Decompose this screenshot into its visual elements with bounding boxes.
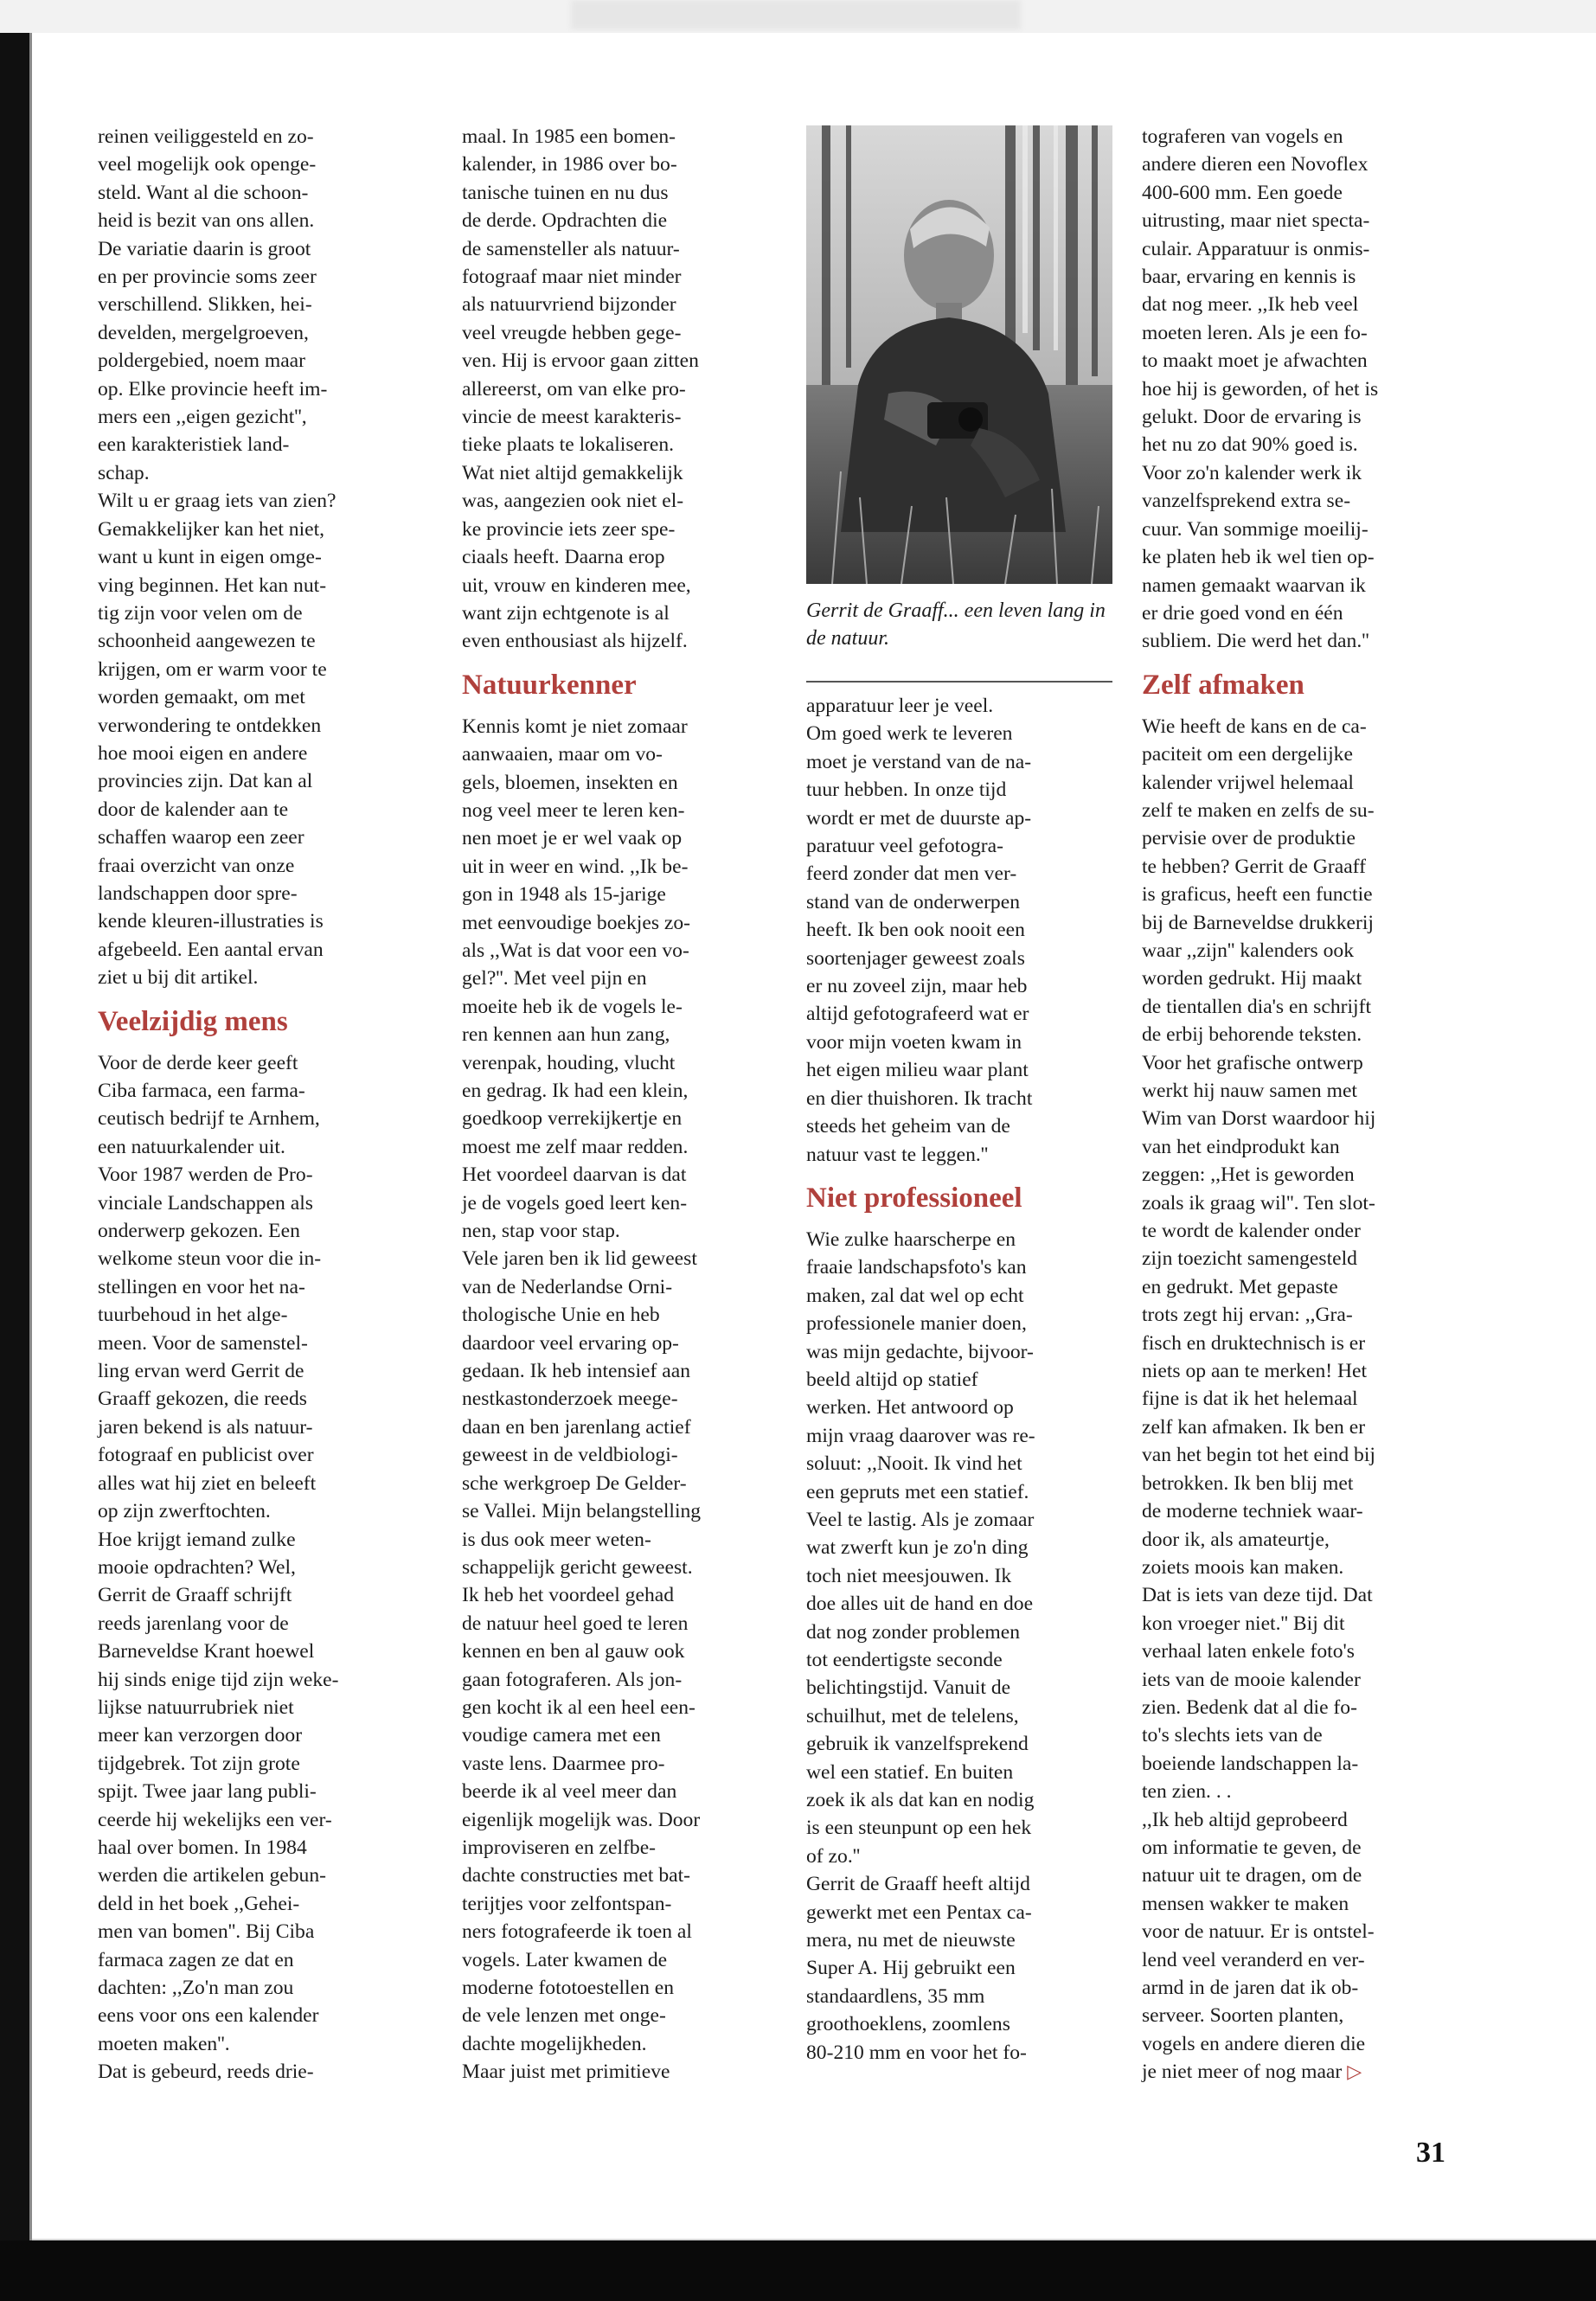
text-line: Wie zulke haarscherpe en: [806, 1227, 1016, 1251]
text-line: moeten leren. Als je een fo-: [1142, 321, 1368, 344]
text-line: veel mogelijk ook openge-: [98, 153, 317, 176]
text-line: nen, stap voor stap.: [462, 1220, 620, 1243]
text-line: is een steunpunt op een hek: [806, 1817, 1032, 1840]
text-line: Voor het grafische ontwerp: [1142, 1051, 1363, 1074]
text-line: de samensteller als natuur-: [462, 237, 680, 260]
text-line: jaren bekend is als natuur-: [98, 1415, 313, 1439]
text-line: je de vogels goed leert ken-: [462, 1191, 688, 1215]
text-line: farmaca zagen ze dat en: [98, 1948, 294, 1971]
text-line: allereerst, om van elke pro-: [462, 377, 686, 401]
text-line: tograferen van vogels en: [1142, 125, 1343, 148]
text-line: natuur uit te dragen, om de: [1142, 1864, 1362, 1888]
text-line: als ,,Wat is dat voor een vo-: [462, 939, 689, 962]
text-line: Graaff gekozen, die reeds: [98, 1388, 307, 1411]
text-line: zelf kan afmaken. Ik ben er: [1142, 1415, 1366, 1439]
text-line: improviseren en zelfbe-: [462, 1836, 657, 1859]
article-column-1: [98, 123, 405, 2086]
text-line: groothoeklens, zoomlens: [806, 2013, 1010, 2036]
text-line: iets van de mooie kalender: [1142, 1668, 1361, 1691]
heading-niet-professioneel: Niet professioneel: [806, 1182, 1022, 1214]
text-line: Ciba farmaca, een farma-: [98, 1080, 305, 1102]
text-line: Hoe krijgt iemand zulke: [98, 1528, 296, 1551]
text-line: de tientallen dia's en schrijft: [1142, 995, 1372, 1018]
text-line: armd in de jaren dat ik ob-: [1142, 1977, 1359, 1999]
text-line: ziet u bij dit artikel.: [98, 966, 259, 990]
text-line: tuur hebben. In onze tijd: [806, 779, 1007, 802]
text-line: als natuurvriend bijzonder: [462, 293, 676, 317]
heading-natuurkenner: Natuurkenner: [462, 669, 637, 701]
heading-zelf-afmaken: Zelf afmaken: [1142, 669, 1304, 701]
text-line: zijn toezicht samengesteld: [1142, 1247, 1357, 1271]
text-line: een gepruts met een statief.: [806, 1480, 1029, 1503]
text-line: fotograaf maar niet minder: [462, 266, 682, 289]
text-line: gon in 1948 als 15-jarige: [462, 883, 666, 907]
text-line: tanische tuinen en nu dus: [462, 181, 669, 204]
text-line: gewerkt met een Pentax ca-: [806, 1900, 1032, 1924]
text-line: dachte constructies met bat-: [462, 1864, 691, 1888]
text-line: Vele jaren ben ik lid geweest: [462, 1247, 697, 1271]
col1-paragraph: [98, 123, 405, 992]
text-line: fisch en druktechnisch is er: [1142, 1331, 1366, 1355]
text-line: zoals ik graag wil''. Ten slot-: [1142, 1191, 1375, 1215]
text-line: Gerrit de Graaff heeft altijd: [806, 1873, 1030, 1896]
heading-veelzijdig-mens: Veelzijdig mens: [98, 1005, 288, 1037]
text-line: kalender vrijwel helemaal: [1142, 771, 1354, 794]
text-line: ciaals heeft. Daarna erop: [462, 546, 665, 569]
text-line: toch niet meesjouwen. Ik: [806, 1564, 1012, 1587]
text-line: met eenvoudige boekjes zo-: [462, 911, 691, 934]
text-line: even enthousiast als hijzelf.: [462, 630, 688, 653]
text-line: natuur vast te leggen.'': [806, 1143, 989, 1166]
text-line: Wilt u er graag iets van zien?: [98, 490, 337, 513]
text-line: gels, bloemen, insekten en: [462, 771, 678, 794]
text-line: vogels. Later kwamen de: [462, 1948, 668, 1971]
text-line: de erbij behorende teksten.: [1142, 1023, 1362, 1047]
text-line: goedkoop verrekijkertje en: [462, 1107, 683, 1131]
col2b-paragraph: [462, 713, 769, 2086]
text-line: haal over bomen. In 1984: [98, 1836, 307, 1859]
text-line: schoonheid aangewezen te: [98, 630, 316, 653]
text-line: de vele lenzen met onge-: [462, 2004, 666, 2028]
text-line: namen gemaakt waarvan ik: [1142, 574, 1366, 597]
text-line: Voor de derde keer geeft: [98, 1051, 298, 1074]
text-line: De variatie daarin is groot: [98, 237, 311, 260]
portrait-photo: [806, 125, 1112, 584]
text-line: apparatuur leer je veel.: [806, 695, 994, 717]
text-line: er drie goed vond en één: [1142, 601, 1343, 625]
text-line: steld. Want al die schoon-: [98, 181, 309, 204]
text-line: fotograaf en publicist over: [98, 1444, 314, 1467]
text-line: hoe hij is geworden, of het is: [1142, 377, 1379, 401]
text-line: maal. In 1985 een bomen-: [462, 125, 676, 148]
text-line: Maar juist met primitieve: [462, 2061, 670, 2084]
text-line: Dat is gebeurd, reeds drie-: [98, 2061, 314, 2084]
text-line: moeten maken''.: [98, 2032, 230, 2055]
text-line: zoiets moois kan maken.: [1142, 1555, 1344, 1579]
text-line: Veel te lastig. Als je zomaar: [806, 1508, 1035, 1531]
text-line: door ik, als amateurtje,: [1142, 1528, 1330, 1551]
text-line: ke provincie iets zeer spe-: [462, 517, 676, 541]
text-line: steeds het geheim van de: [806, 1115, 1010, 1138]
text-line: ke platen heb ik wel tien op-: [1142, 546, 1375, 569]
text-line: worden gemaakt, om met: [98, 686, 305, 709]
text-line: gedaan. Ik heb intensief aan: [462, 1360, 691, 1383]
text-line: zelf te maken en zelfs de su-: [1142, 798, 1375, 822]
article-column-2: [462, 123, 769, 2086]
text-line: serveer. Soorten planten,: [1142, 2004, 1344, 2028]
text-line: terijtjes voor zelfontspan-: [462, 1892, 672, 1915]
text-line: door de kalender aan te: [98, 798, 289, 821]
text-line: op zijn zwerftochten.: [98, 1500, 271, 1523]
text-line: pervisie over de produktie: [1142, 827, 1356, 850]
text-line: lend veel veranderd en ver-: [1142, 1948, 1365, 1971]
col2-paragraph: [462, 123, 769, 656]
text-line: vinciale Landschappen als: [98, 1191, 313, 1215]
text-line: is dus ook meer weten-: [462, 1528, 651, 1551]
text-line: moest me zelf maar redden.: [462, 1135, 689, 1158]
text-line: nog veel meer te leren ken-: [462, 798, 685, 822]
text-line: Voor 1987 werden de Pro-: [98, 1163, 313, 1187]
text-line: verschillend. Slikken, hei-: [98, 293, 312, 317]
text-line: trots zegt hij ervan: ,,Gra-: [1142, 1304, 1353, 1327]
text-line: mijn vraag daarover was re-: [806, 1424, 1035, 1447]
text-line: niets op aan te merken! Het: [1142, 1360, 1368, 1383]
text-line: de derde. Opdrachten die: [462, 209, 668, 233]
text-line: zeggen: ,,Het is geworden: [1142, 1163, 1355, 1187]
text-line: welkome steun voor die in-: [98, 1247, 322, 1271]
text-line: culair. Apparatuur is onmis-: [1142, 237, 1370, 260]
text-line: wordt er met de duurste ap-: [806, 806, 1032, 830]
text-line: Barneveldse Krant hoewel: [98, 1640, 315, 1663]
text-line: stand van de onderwerpen: [806, 890, 1020, 913]
text-line: waar ,,zijn'' kalenders ook: [1142, 939, 1355, 962]
text-line: gebruik ik vanzelfsprekend: [806, 1733, 1029, 1756]
text-line: meen. Voor de samenstel-: [98, 1331, 308, 1355]
text-line: Wim van Dorst waardoor hij: [1142, 1107, 1376, 1131]
text-line: to's slechts iets van de: [1142, 1724, 1323, 1747]
text-line: tuurbehoud in het alge-: [98, 1304, 288, 1327]
text-line: tig zijn voor velen om de: [98, 601, 303, 625]
text-line: schappelijk gericht geweest.: [462, 1555, 693, 1579]
text-line: vogels en andere dieren die: [1142, 2032, 1366, 2055]
text-line: verwondering te ontdekken: [98, 714, 322, 737]
text-line: Het voordeel daarvan is dat: [462, 1163, 687, 1187]
text-line: vaste lens. Daarmee pro-: [462, 1752, 665, 1775]
text-line: op. Elke provincie heeft im-: [98, 377, 328, 401]
text-line: kende kleuren-illustraties is: [98, 910, 324, 933]
text-line: het nu zo dat 90% goed is.: [1142, 433, 1358, 457]
text-line: stellingen en voor het na-: [98, 1275, 305, 1298]
text-line: moet je verstand van de na-: [806, 750, 1032, 773]
text-line: veel vreugde hebben gege-: [462, 321, 682, 344]
text-line: afgebeeld. Een aantal ervan: [98, 938, 324, 961]
text-line: te hebben? Gerrit de Graaff: [1142, 855, 1366, 878]
text-line: baar, ervaring en kennis is: [1142, 266, 1356, 289]
text-line: fraai overzicht van onze: [98, 854, 295, 877]
text-line: en per provincie soms zeer: [98, 266, 317, 289]
text-line: zien. Bedenk dat al die fo-: [1142, 1695, 1357, 1719]
text-line: eens voor ons een kalender: [98, 2004, 319, 2028]
text-line: andere dieren een Novoflex: [1142, 153, 1368, 176]
text-line: nen moet je er wel vaak op: [462, 827, 683, 850]
text-line: ,,Ik heb altijd geprobeerd: [1142, 1808, 1348, 1831]
text-line: want zijn echtgenote is al: [462, 601, 670, 625]
article-column-4: [1142, 123, 1449, 2087]
text-line: fraaie landschapsfoto's kan: [806, 1256, 1027, 1279]
text-line: to maakt moet je afwachten: [1142, 349, 1368, 373]
text-line: van de Nederlandse Orni-: [462, 1275, 673, 1298]
text-line: is graficus, heeft een functie: [1142, 883, 1373, 907]
text-line: daardoor veel ervaring op-: [462, 1331, 679, 1355]
text-line: poldergebied, noem maar: [98, 349, 306, 373]
text-line: feerd zonder dat men ver-: [806, 862, 1017, 886]
text-line: worden gedrukt. Hij maakt: [1142, 967, 1362, 990]
bleed-through-shadow: [571, 0, 1021, 29]
text-line: vincie de meest karakteris-: [462, 406, 682, 429]
text-line: werden die artikelen gebun-: [98, 1864, 327, 1888]
col3-paragraph: [806, 692, 1113, 1169]
text-line: ven. Hij is ervoor gaan zitten: [462, 349, 699, 373]
text-line: een natuurkalender uit.: [98, 1135, 285, 1158]
text-line: voudige camera met een: [462, 1724, 661, 1747]
text-line: lijkse natuurrubriek niet: [98, 1695, 294, 1719]
text-line: krijgen, om er warm voor te: [98, 657, 327, 681]
text-line: ners fotografeerde ik toen al: [462, 1920, 692, 1944]
text-line: betrokken. Ik ben blij met: [1142, 1471, 1354, 1495]
text-line: dachten: ,,Zo'n man zou: [98, 1977, 294, 1999]
text-line: boeiende landschappen la-: [1142, 1752, 1359, 1775]
text-line: fijne is dat ik het helemaal: [1142, 1388, 1358, 1411]
text-line: dachte mogelijkheden.: [462, 2032, 647, 2055]
article-column-3: [806, 692, 1113, 2067]
text-line: een karakteristiek land-: [98, 433, 290, 457]
col4-paragraph: [1142, 123, 1449, 656]
text-line: hoe mooi eigen en andere: [98, 741, 308, 765]
text-line: kon vroeger niet.'' Bij dit: [1142, 1612, 1345, 1635]
text-line: cuur. Van sommige moeilij-: [1142, 517, 1368, 541]
text-line: meer kan verzorgen door: [98, 1724, 303, 1747]
text-line: beerde ik al veel meer dan: [462, 1780, 677, 1804]
text-line: vanzelfsprekend extra se-: [1142, 490, 1351, 513]
text-line: onderwerp gekozen. Een: [98, 1220, 300, 1243]
text-line: ten zien. . .: [1142, 1780, 1232, 1804]
text-line: of zo.'': [806, 1844, 861, 1868]
text-line: kalender, in 1986 over bo-: [462, 153, 677, 176]
text-line: soortenjager geweest zoals: [806, 946, 1025, 970]
text-line: het eigen milieu waar plant: [806, 1059, 1029, 1082]
text-line: men van bomen''. Bij Ciba: [98, 1920, 315, 1944]
text-line: geweest in de veldbiologi-: [462, 1444, 678, 1467]
text-line: mers een ,,eigen gezicht'',: [98, 406, 307, 429]
text-line: paratuur veel gefotogra-: [806, 835, 1003, 858]
text-line: ceerde hij wekelijks een ver-: [98, 1808, 332, 1831]
text-line: sche werkgroep De Gelder-: [462, 1471, 687, 1495]
text-line: de natuur heel goed te leren: [462, 1612, 689, 1635]
text-line: en gedrukt. Met gepaste: [1142, 1275, 1338, 1298]
text-line: voor de natuur. Er is ontstel-: [1142, 1920, 1375, 1944]
text-line: verenpak, houding, vlucht: [462, 1051, 676, 1074]
text-line: hij sinds enige tijd zijn weke-: [98, 1668, 339, 1691]
text-line: dat nog meer. ,,Ik heb veel: [1142, 293, 1359, 317]
text-line: moderne fototoestellen en: [462, 1977, 675, 1999]
text-line: soluut: ,,Nooit. Ik vind het: [806, 1452, 1022, 1476]
text-line: heid is bezit van ons allen.: [98, 209, 315, 233]
text-line: de moderne techniek waar-: [1142, 1500, 1363, 1523]
text-line: tieke plaats te lokaliseren.: [462, 433, 675, 457]
text-line: dat nog zonder problemen: [806, 1620, 1020, 1644]
text-line: Super A. Hij gebruikt een: [806, 1957, 1016, 1980]
text-line: schaffen waarop een zeer: [98, 826, 304, 849]
text-line: Wat niet altijd gemakkelijk: [462, 461, 683, 484]
text-line: te wordt de kalender onder: [1142, 1220, 1361, 1243]
col1b-paragraph: [98, 1049, 405, 2086]
text-line: Om goed werk te leveren: [806, 722, 1013, 746]
text-line: provincies zijn. Dat kan al: [98, 770, 313, 793]
text-line: Gemakkelijker kan het niet,: [98, 517, 325, 541]
text-line: subliem. Die werd het dan.'': [1142, 630, 1369, 653]
text-line: maken, zal dat wel op echt: [806, 1284, 1024, 1307]
text-line: reeds jarenlang voor de: [98, 1612, 289, 1635]
text-line: se Vallei. Mijn belangstelling: [462, 1500, 702, 1523]
text-line: Gerrit de Graaff schrijft: [98, 1584, 292, 1607]
text-line: standaardlens, 35 mm: [806, 1984, 985, 2008]
text-line: landschappen door spre-: [98, 881, 298, 905]
text-line: ving beginnen. Het kan nut-: [98, 574, 327, 597]
text-line: ceutisch bedrijf te Arnhem,: [98, 1107, 320, 1131]
page-number: 31: [1416, 2137, 1445, 2169]
text-line: was, aangezien ook niet el-: [462, 490, 684, 513]
text-line: heeft. Ik ben ook nooit een: [806, 919, 1025, 942]
text-line: er nu zoveel zijn, maar heb: [806, 975, 1028, 998]
col4b-paragraph: [1142, 713, 1449, 2087]
text-line: mooie opdrachten? Wel,: [98, 1555, 296, 1579]
text-line: nestkastonderzoek meege-: [462, 1388, 678, 1411]
text-line: Ik heb het voordeel gehad: [462, 1584, 675, 1607]
text-line: paciteit om een dergelijke: [1142, 743, 1353, 766]
text-line: van het eindprodukt kan: [1142, 1135, 1340, 1158]
text-line: deld in het boek ,,Gehei-: [98, 1892, 300, 1915]
caption-divider: [806, 681, 1112, 683]
text-line: professionele manier doen,: [806, 1312, 1027, 1336]
text-line: spijt. Twee jaar lang publi-: [98, 1780, 317, 1804]
text-line: kennen en ben al gauw ook: [462, 1640, 685, 1663]
scan-bottom-edge: [0, 2240, 1596, 2301]
text-line: werkt hij nauw samen met: [1142, 1080, 1357, 1102]
text-line: eigenlijk mogelijk was. Door: [462, 1808, 701, 1831]
text-line: 400-600 mm. Een goede: [1142, 181, 1343, 204]
text-line: verhaal laten enkele foto's: [1142, 1640, 1355, 1663]
text-line: voor mijn voeten kwam in: [806, 1030, 1022, 1054]
continue-arrow-icon: ▷: [1347, 2061, 1362, 2084]
text-line: en gedrag. Ik had een klein,: [462, 1080, 689, 1102]
text-line: aanwaaien, maar om vo-: [462, 743, 663, 766]
text-line: Voor zo'n kalender werk ik: [1142, 461, 1362, 484]
text-line: uitrusting, maar niet specta-: [1142, 209, 1370, 233]
photo-caption: Gerrit de Graaff... een leven lang in de natuur.: [806, 599, 1106, 650]
photo-illustration: [806, 125, 1112, 584]
text-line: ling ervan werd Gerrit de: [98, 1360, 304, 1383]
text-line: werken. Het antwoord op: [806, 1396, 1014, 1420]
text-line: gen kocht ik al een heel een-: [462, 1695, 695, 1719]
text-line: Kennis komt je niet zomaar: [462, 715, 688, 738]
text-line: schap.: [98, 461, 150, 484]
text-line: alles wat hij ziet en beleeft: [98, 1471, 317, 1495]
text-line: zoek ik als dat kan en nodig: [806, 1789, 1035, 1812]
text-line: je niet meer of nog maar ▷: [1142, 2061, 1362, 2084]
text-line: uit in weer en wind. ,,Ik be-: [462, 855, 689, 878]
text-line: Wie heeft de kans en de ca-: [1142, 715, 1367, 738]
text-line: en dier thuishoren. Ik tracht: [806, 1086, 1033, 1110]
text-line: om informatie te geven, de: [1142, 1836, 1362, 1859]
text-line: mensen wakker te maken: [1142, 1892, 1349, 1915]
text-line: uit, vrouw en kinderen mee,: [462, 574, 691, 597]
text-line: mera, nu met de nieuwste: [806, 1929, 1016, 1952]
text-line: reinen veiliggesteld en zo-: [98, 125, 314, 148]
text-line: doe alles uit de hand en doe: [806, 1593, 1034, 1616]
text-line: thologische Unie en heb: [462, 1304, 660, 1327]
text-line: tijdgebrek. Tot zijn grote: [98, 1752, 300, 1775]
text-line: Dat is iets van deze tijd. Dat: [1142, 1584, 1373, 1607]
text-line: ren kennen aan hun zang,: [462, 1023, 670, 1047]
text-line: tot eendertigste seconde: [806, 1649, 1003, 1671]
text-line: altijd gefotografeerd wat er: [806, 1003, 1029, 1026]
text-line: wel een statief. En buiten: [806, 1760, 1014, 1784]
scan-top-bleed: [0, 0, 1596, 33]
text-line: 80-210 mm en voor het fo-: [806, 2041, 1027, 2064]
text-line: wat zwerft kun je zo'n ding: [806, 1536, 1029, 1560]
text-line: beeld altijd op statief: [806, 1368, 978, 1391]
text-line: bij de Barneveldse drukkerij: [1142, 911, 1374, 934]
text-line: belichtingstijd. Vanuit de: [806, 1676, 1011, 1700]
text-line: gaan fotograferen. Als jon-: [462, 1668, 683, 1691]
text-line: moeite heb ik de vogels le-: [462, 995, 683, 1018]
text-line: want u kunt in eigen omge-: [98, 546, 322, 569]
scan-left-edge: [0, 0, 29, 2301]
text-line: van het begin tot het eind bij: [1142, 1444, 1375, 1467]
col3b-paragraph: [806, 1226, 1113, 2067]
text-line: develden, mergelgroeven,: [98, 321, 309, 344]
text-line: was mijn gedachte, bijvoor-: [806, 1340, 1034, 1363]
text-line: daan en ben jarenlang actief: [462, 1415, 691, 1439]
text-line: schuilhut, met de telelens,: [806, 1704, 1019, 1727]
text-line: gelukt. Door de ervaring is: [1142, 406, 1362, 429]
text-line: gel?''. Met veel pijn en: [462, 967, 647, 990]
